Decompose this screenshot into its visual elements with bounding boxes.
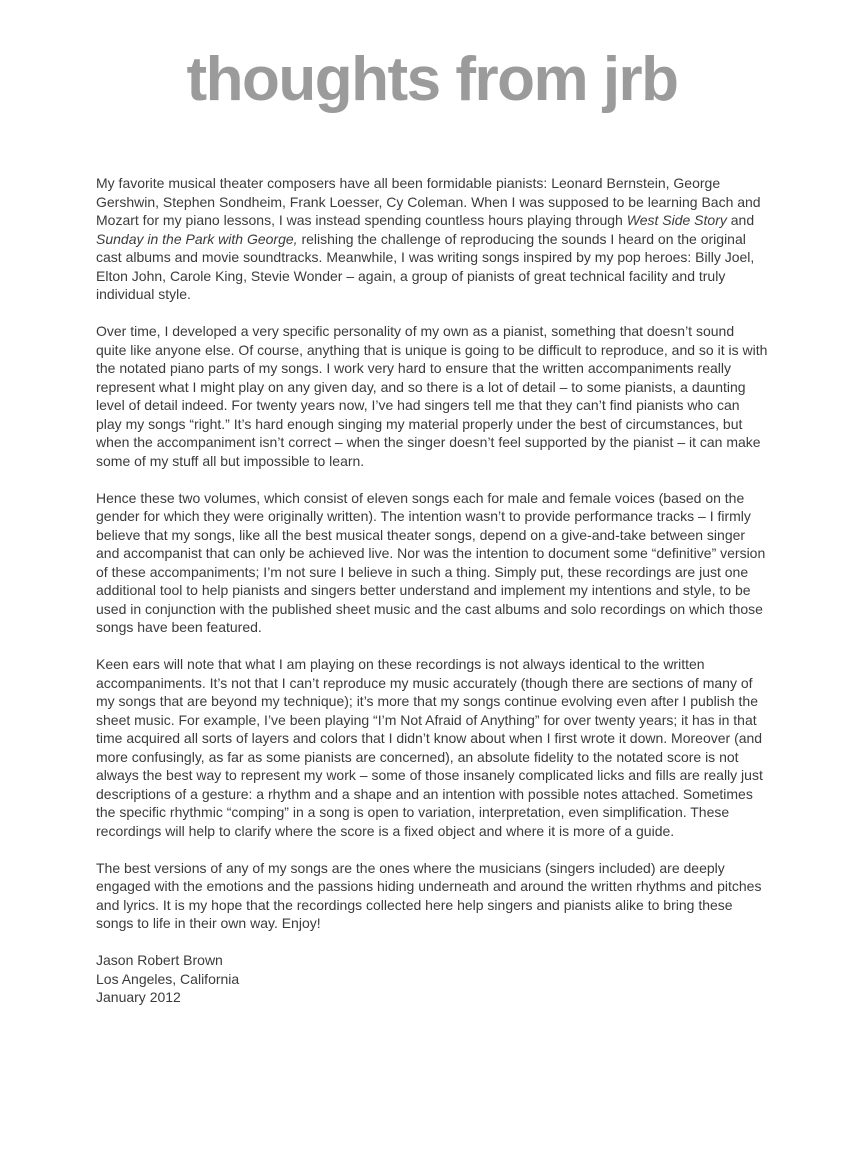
text-run: relishing the challenge of reproducing the sounds I heard on the original cast albums and movie soundtracks. Meanwhile, I was writing songs inspired by my pop heroes: Billy Joel, Elton John, Carole King, Stevie Wonder – again, a group of pianists of great technical facility and truly individual style. [96,230,755,303]
italic-text-run: Sunday in the Park with George, [96,230,298,247]
text-run: and [726,212,755,229]
text-run: My favorite musical theater composers have all been formidable pianists: Leonard Bernstein, George Gershwin, Stephen Sondheim, Frank Loesser, Cy Coleman. When I was supposed to be learning Bach and Mozart for my piano lessons, I was instead spending countless hours playing through [96,175,761,229]
signature-line: Los Angeles, California [96,970,240,987]
paragraph [96,655,768,840]
paragraph [96,489,768,637]
paragraph [96,174,768,304]
text-run: Over time, I developed a very specific personality of my own as a pianist, something that doesn’t sound quite like anyone else. Of course, anything that is unique is going to be difficult to reproduce, and so it is with the notated piano parts of my songs. I work very hard to ensure that the written accompaniments really represent what I might play on any given day, and so there is a lot of detail – to some pianists, a daunting level of detail indeed. For twenty years now, I’ve had singers tell me that they can’t find pianists who can play my songs “right.” It’s hard enough singing my material properly under the best of circumstances, but when the accompaniment isn’t correct – when the singer doesn’t feel supported by the pianist – it can make some of my stuff all but impossible to learn. [96,323,768,469]
signature-block [96,951,768,1007]
text-run: Keen ears will note that what I am playing on these recordings is not always identical to the written accompaniments. It’s not that I can’t reproduce my music accurately (though there are sections of many of my songs that are beyond my technique); it’s more that my songs continue evolving even after I publish the sheet music. For example, I’ve been playing “I’m Not Afraid of Anything” for over twenty years; it has in that time acquired all sorts of layers and colors that I didn’t know about when I first wrote it down. Moreover (and more confusingly, as far as some pianists are concerned), an absolute fidelity to the notated score is not always the best way to represent my work – some of those insanely complicated licks and fills are really just descriptions of a gesture: a rhythm and a shape and an intention with possible notes attached. Sometimes the specific rhythmic “comping” in a song is open to variation, interpretation, even simplification. These recordings will help to clarify where the score is a fixed object and where it is more of a guide. [96,656,763,839]
text-run: The best versions of any of my songs are the ones where the musicians (singers included) are deeply engaged with the emotions and the passions hiding underneath and around the written rhythms and pitches and lyrics. It is my hope that the recordings collected here help singers and pianists alike to bring these songs to life in their own way. Enjoy! [96,859,762,932]
italic-text-run: West Side Story [626,212,727,229]
paragraph [96,859,768,933]
signature-line: January 2012 [96,989,181,1006]
paragraph [96,322,768,470]
text-run: Hence these two volumes, which consist of eleven songs each for male and female voices (based on the gender for which they were originally written). The intention wasn’t to provide performance tracks – I firmly believe that my songs, like all the best musical theater songs, depend on a give-and-take between singer and accompanist that can only be achieved live. Nor was the intention to document some “definitive” version of these accompaniments; I’m not sure I believe in such a thing. Simply put, these recordings are just one additional tool to help pianists and singers better understand and implement my intentions and style, to be used in conjunction with the published sheet music and the cast albums and solo recordings on which those songs have been featured. [96,489,766,636]
letter-body [96,174,768,933]
signature-line: Jason Robert Brown [96,952,223,969]
page-title: thoughts from jrb [186,45,678,114]
